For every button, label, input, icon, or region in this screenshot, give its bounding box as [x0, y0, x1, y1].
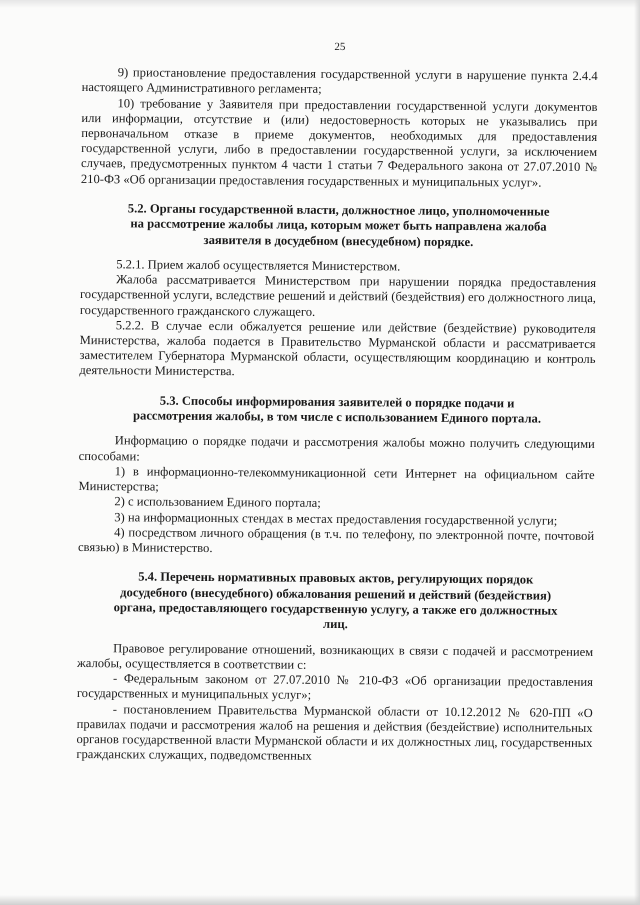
intro-item-9: 9) приостановление предоставления государственной услуги в нарушение пункта 2.4.4 настоящего Административного регламента;: [81, 65, 598, 97]
section-5-2-heading: [80, 201, 596, 251]
scan-shadow-bottom: [0, 895, 640, 905]
paragraph: Информацию о порядке подачи и рассмотрения жалобы можно получить следующими способами:: [78, 433, 595, 464]
list-item: 4) посредством личного обращения (в т.ч. по телефону, по электронной почте, почтовой связью) в Министерство.: [77, 524, 595, 555]
paragraph: Правовое регулирование отношений, возникающих в связи с подачей и рассмотрением жалобы, осуществляется в соответствии с:: [77, 640, 594, 672]
list-item: 1) в информационно-телекоммуникационной сети Интернет на официальном сайте Министерства;: [78, 464, 595, 494]
heading-line: рассмотрения жалобы, в том числе с использованием Единого портала.: [133, 408, 542, 426]
heading-line: заявителя в досудебном (внесудебном) порядке.: [203, 232, 474, 249]
heading-line: на рассмотрение жалобы лица, которым может быть направлена жалоба: [130, 216, 547, 234]
heading-line: лиц.: [322, 617, 348, 632]
list-item: 3) на информационных стендах в местах предоставления государственной услуги;: [114, 509, 558, 528]
paragraph: 5.2.2. В случае если обжалуется решение или действие (бездействие) руководителя Министерства, жалоба подается в Правительство Мурманской области и рассматривается заместителем Губернатора Мурманской области, осуществляющим координацию и контроль деятельности Министерства.: [79, 318, 596, 379]
document-body: [76, 38, 598, 766]
list-item: 2) с использованием Единого портала;: [114, 494, 321, 511]
heading-line: 5.2. Органы государственной власти, должностное лицо, уполномоченные: [127, 201, 550, 219]
heading-line: органа, предоставляющего государственную услугу, а также его должностных: [113, 600, 558, 618]
section-5-3-heading: [79, 393, 595, 428]
scan-shadow-top: [0, 0, 640, 8]
paragraph: 5.2.1. Прием жалоб осуществляется Министерством.: [116, 257, 401, 274]
heading-line: 5.4. Перечень нормативных правовых актов, регулирующих порядок: [138, 569, 534, 587]
scan-shadow-right: [634, 0, 640, 905]
section-5-4-heading: [77, 569, 593, 635]
heading-line: 5.3. Способы информирования заявителей о порядке подачи и: [159, 393, 515, 411]
intro-item-10: 10) требование у Заявителя при предоставлении государственной услуги документов или информации, отсутствие и (или) недостоверность которых не указывались при первоначальном отказе в приеме документов, необходимых для предоставления государственной услуги, либо в предоставлении государственной услуги, за исключением случаев, предусмотренных пунктом 4 части 1 статьи 7 Федерального закона от 27.07.2010 № 210-ФЗ «Об организации предоставления государственных и муниципальных услуг».: [80, 95, 598, 190]
list-item: - Федеральным законом от 27.07.2010 № 210-ФЗ «Об организации предоставления государственных и муниципальных услуг»;: [76, 671, 594, 703]
list-item: - постановлением Правительства Мурманской области от 10.12.2012 № 620-ПП «О правилах подачи и рассмотрения жалоб на решения и действия (бездействие) исполнительных органов государственной власти Мурманской области и их должностных лиц, государственных гражданских служащих, подведомственных: [76, 701, 593, 763]
page-number: 25: [334, 40, 346, 54]
paragraph: Жалоба рассматривается Министерством при нарушении порядка предоставления государственной услуги, вследствие решений и действий (бездействия) его должностного лица, государственного гражданского служащего.: [79, 272, 597, 319]
heading-line: досудебного (внесудебного) обжалования решений и действий (бездействия): [120, 584, 552, 603]
